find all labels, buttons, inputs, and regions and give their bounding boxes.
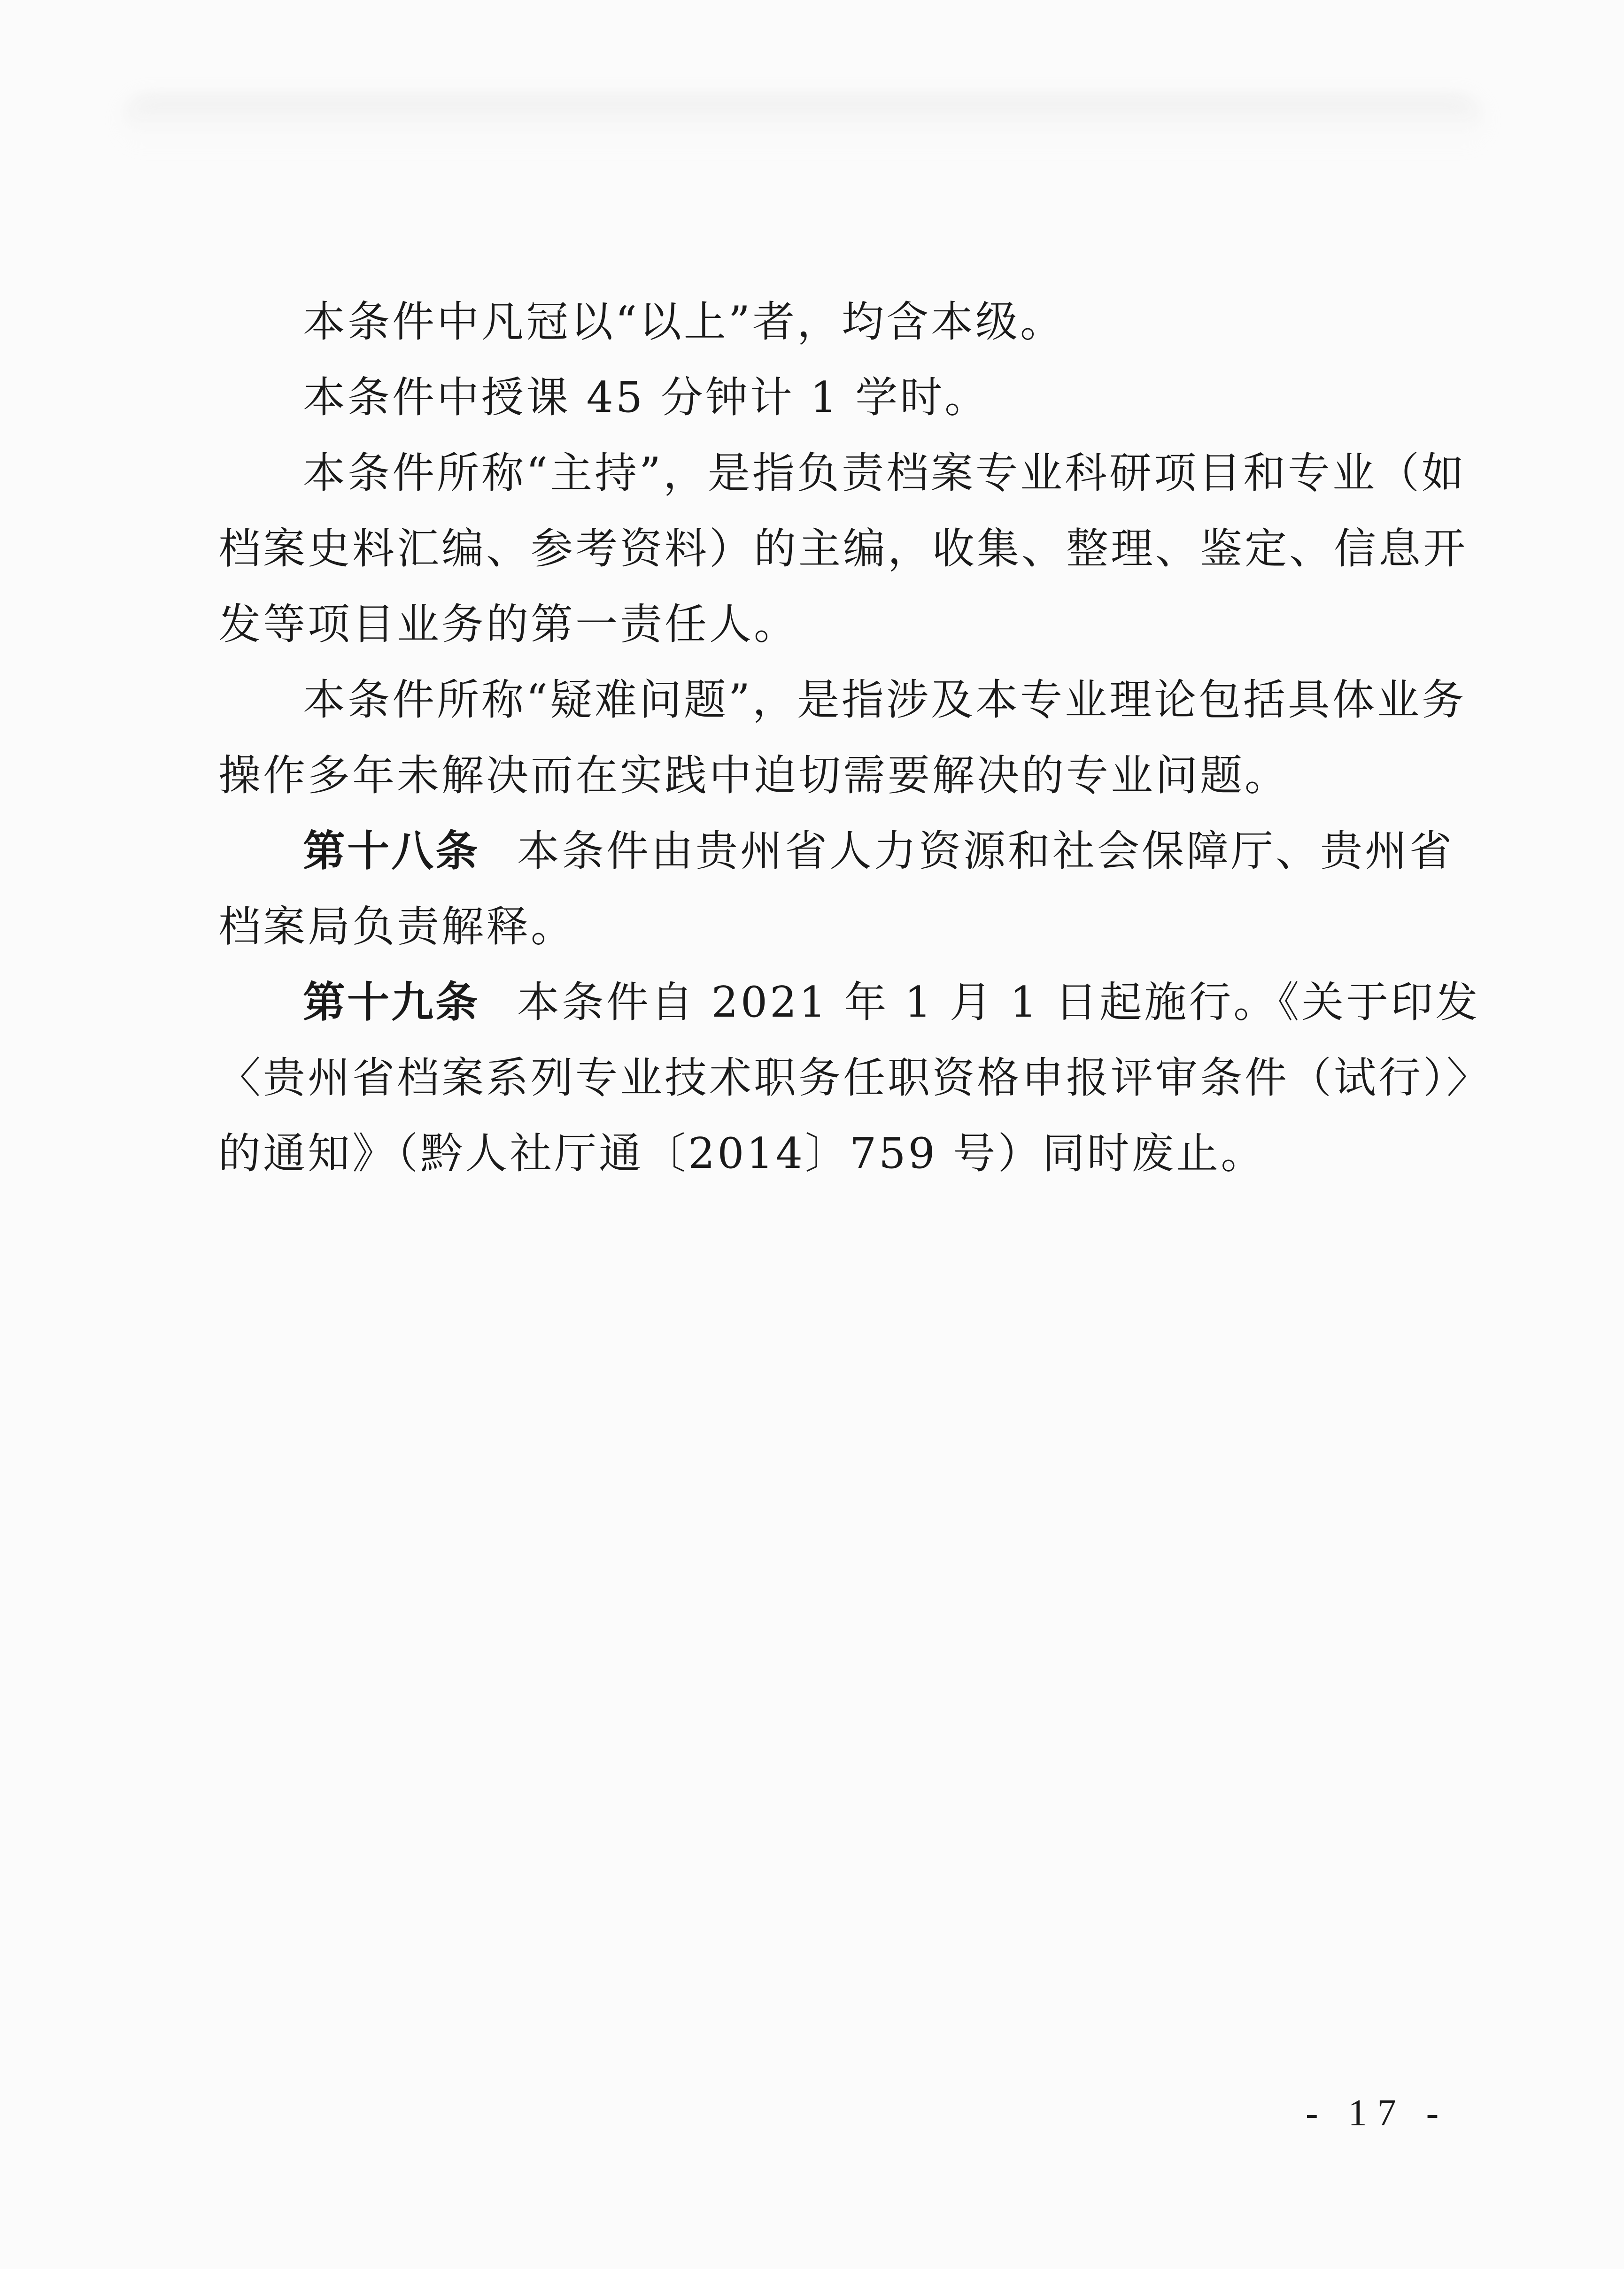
article-19-text: 本条件自 2021 年 1 月 1 日起施行。《关于印发 bbox=[517, 978, 1480, 1027]
article-19-label: 第十九条 bbox=[303, 978, 479, 1027]
article-18-text: 本条件由贵州省人力资源和社会保障厅、贵州省 bbox=[517, 826, 1454, 876]
article-18-first-line bbox=[218, 813, 1454, 889]
scan-shadow bbox=[122, 96, 1484, 150]
paragraph-line: 操作多年未解决而在实践中迫切需要解决的专业问题。 bbox=[218, 751, 1289, 800]
paragraph-line: 〈贵州省档案系列专业技术职务任职资格申报评审条件（试行）〉 bbox=[218, 1053, 1491, 1103]
paragraph-line: 的通知》（黔人社厅通〔2014〕759 号）同时废止。 bbox=[218, 1129, 1266, 1178]
article-18-label: 第十八条 bbox=[303, 826, 479, 876]
paragraph-line: 档案史料汇编、参考资料）的主编，收集、整理、鉴定、信息开 bbox=[218, 524, 1468, 573]
article-19-first-line bbox=[218, 965, 1480, 1040]
paragraph-line: 本条件所称“疑难问题”，是指涉及本专业理论包括具体业务 bbox=[303, 675, 1467, 725]
page-number: - 17 - bbox=[1306, 2092, 1449, 2134]
document-body bbox=[218, 284, 1491, 1191]
paragraph-line: 发等项目业务的第一责任人。 bbox=[218, 600, 798, 649]
paragraph-line: 本条件中凡冠以“以上”者，均含本级。 bbox=[303, 297, 1065, 347]
paragraph-line: 本条件所称“主持”，是指负责档案专业科研项目和专业（如 bbox=[303, 448, 1467, 498]
paragraph-line: 本条件中授课 45 分钟计 1 学时。 bbox=[303, 373, 990, 422]
paragraph-line: 档案局负责解释。 bbox=[218, 902, 575, 951]
